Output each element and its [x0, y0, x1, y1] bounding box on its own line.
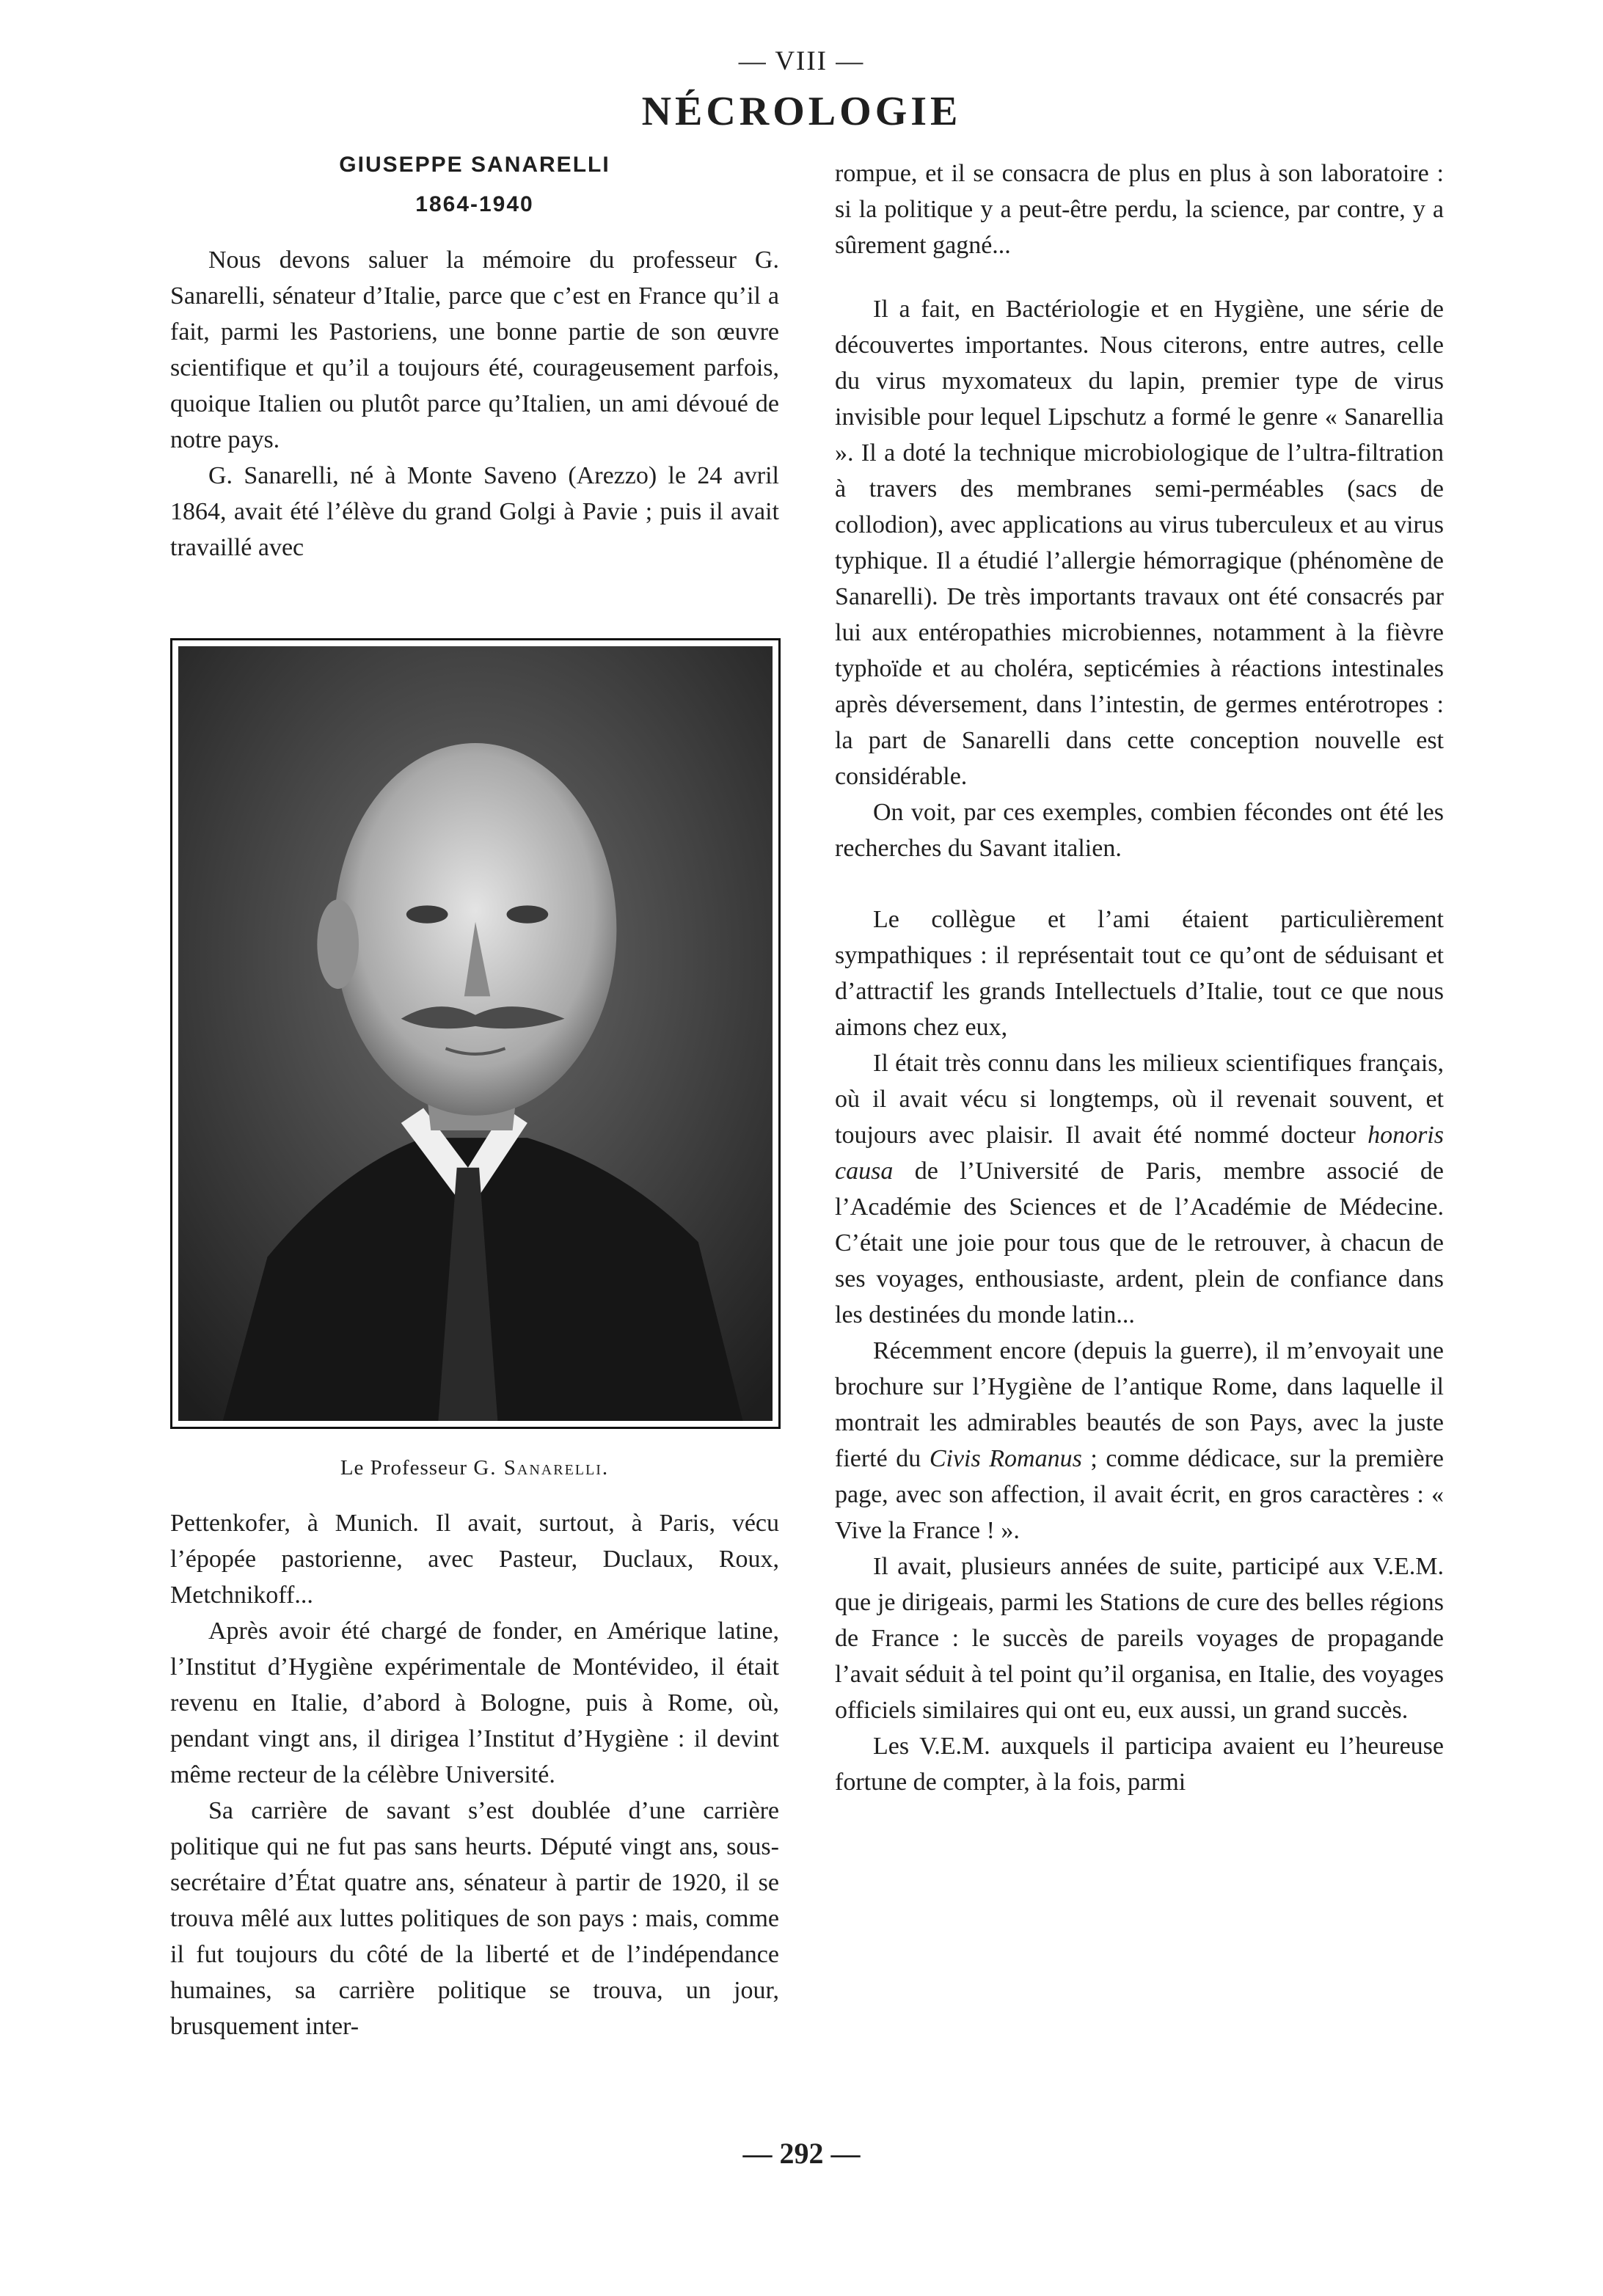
- portrait-image: [178, 646, 773, 1421]
- text-run: Récemment encore (depuis la guerre), il m’envoyait une brochure sur l’Hygiène de l’antique Rome, dans laquelle il montrait les admirables beautés de son Pays, avec la juste fierté du: [835, 1337, 1444, 1472]
- portrait-photo: [170, 638, 781, 1429]
- paragraph: Nous devons saluer la mémoire du professeur G. Sanarelli, sénateur d’Italie, parce que c’est en France qu’il a fait, parmi les Pastoriens, une bonne partie de son œuvre scientifique et qu’il a toujours été, courageusement parfois, quoique Italien ou plutôt parce qu’Italien, un ami dévoué de notre pays.: [170, 246, 779, 453]
- paragraph: Il avait, plusieurs années de suite, participé aux V.E.M. que je dirigeais, parmi les Stations de cure des belles régions de France : le succès de pareils voyages de propagande l’avait séduit à tel point qu’il organisa, en Italie, des voyages officiels similaires qui ont eu, eux aussi, un grand succès.: [835, 1553, 1444, 1724]
- caption-prefix: Le Professeur: [340, 1456, 468, 1480]
- left-column-upper: [170, 242, 779, 566]
- paragraph: Après avoir été chargé de fonder, en Amérique latine, l’Institut d’Hygiène expérimentale de Montévideo, il était revenu en Italie, d’abord à Bologne, puis à Rome, où, pendant vingt ans, il dirigea l’Institut d’Hygiène : il devint même recteur de la célèbre Université.: [170, 1617, 779, 1788]
- text-run-italic: Civis Romanus: [929, 1445, 1082, 1472]
- paragraph: Sa carrière de savant s’est doublée d’une carrière politique qui ne fut pas sans heurts. Député vingt ans, sous-secrétaire d’État quatre ans, sénateur à partir de 1920, il se trouva mêlé aux luttes politiques de son pays : mais, comme il fut toujours du côté de la liberté et de l’indépendance humaines, sa carrière politique se trouva, un jour, brusquement inter-: [170, 1797, 779, 2040]
- caption-name: G. Sanarelli.: [473, 1456, 610, 1480]
- text-run: ; comme dédicace, sur la première page, avec son affection, il avait écrit, en gros caractères : « Vive la France ! ».: [835, 1445, 1445, 1544]
- paragraph: rompue, et il se consacra de plus en plus à son laboratoire : si la politique y a peut-être perdu, la science, par contre, y a sûrement gagné...: [835, 160, 1444, 259]
- paragraph: Pettenkofer, à Munich. Il avait, surtout, à Paris, vécu l’épopée pastorienne, avec Pasteur, Duclaux, Roux, Metchnikoff...: [170, 1510, 779, 1609]
- paragraph: Les V.E.M. auxquels il participa avaient eu l’heureuse fortune de compter, à la fois, parmi: [835, 1733, 1444, 1796]
- paragraph: G. Sanarelli, né à Monte Saveno (Arezzo) le 24 avril 1864, avait été l’élève du grand Golgi à Pavie ; puis il avait travaillé avec: [170, 462, 779, 561]
- page-number: — 292 —: [742, 2137, 861, 2170]
- paragraph: [835, 1333, 1444, 1549]
- paragraph: Le collègue et l’ami étaient particulièrement sympathiques : il représentait tout ce qu’ont de séduisant et d’attractif les grands Intellectuels d’Italie, tout ce que nous aimons chez eux,: [835, 906, 1444, 1041]
- photo-caption: [170, 1456, 779, 1480]
- paragraph: [835, 1045, 1444, 1333]
- section-title: NÉCROLOGIE: [641, 89, 962, 134]
- text-run-italic: honoris causa: [835, 1122, 1444, 1185]
- text-run: Il était très connu dans les milieux scientifiques français, où il avait vécu si longtemps, où il revenait souvent, et toujours avec plaisir. Il avait été nommé docteur: [835, 1050, 1444, 1149]
- right-column: [835, 156, 1444, 1800]
- text-run: de l’Université de Paris, membre associé de l’Académie des Sciences et de l’Académie de Médecine. C’était une joie pour tous que de le retrouver, à chacun de ses voyages, enthousiaste, ardent, plein de confiance dans les destinées du monde latin...: [835, 1158, 1444, 1328]
- obituary-name: GIUSEPPE SANARELLI: [339, 153, 610, 177]
- paragraph: On voit, par ces exemples, combien fécondes ont été les recherches du Savant italien.: [835, 799, 1444, 862]
- paragraph: Il a fait, en Bactériologie et en Hygiène, une série de découvertes importantes. Nous citerons, entre autres, celle du virus myxomateux du lapin, premier type de virus invisible pour lequel Lipschutz a formé le genre « Sanarellia ». Il a doté la technique microbiologique de l’ultra-filtration à travers des membranes semi-perméables (sacs de collodion), avec applications au virus tuberculeux et au virus typhique. Il a étudié l’allergie hémorragique (phénomène de Sanarelli). De très importants travaux ont été consacrés par lui aux entéropathies microbiennes, notamment à la fièvre typhoïde et au choléra, septicémies à réactions intestinales après déversement, dans l’intestin, de germes entérotropes : la part de Sanarelli dans cette conception nouvelle est considérable.: [835, 296, 1444, 790]
- left-column-lower: [170, 1505, 779, 2044]
- obituary-dates: 1864-1940: [415, 192, 534, 216]
- page-folio: — VIII —: [738, 46, 865, 76]
